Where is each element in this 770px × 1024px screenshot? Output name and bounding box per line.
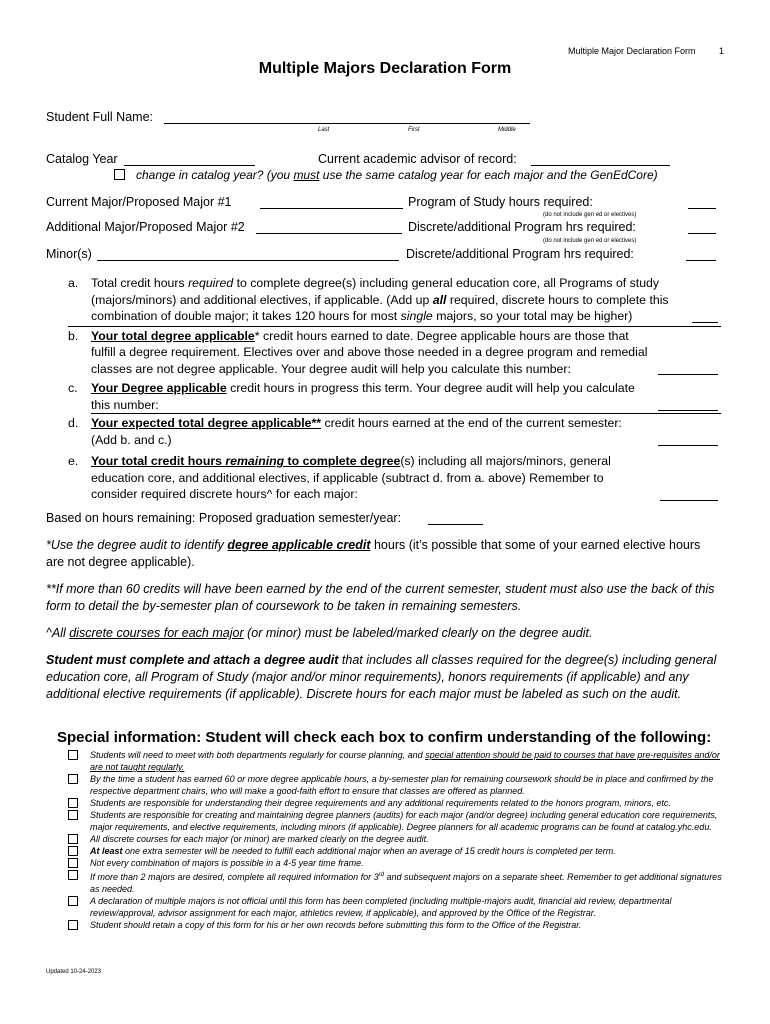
checklist-text: All discrete courses for each major (or minor) are marked clearly on the degree audit. bbox=[90, 834, 429, 844]
note1-text-2: hours (it’s possible that some of your earned elective hours are not degree applicable). bbox=[46, 538, 701, 569]
checklist-text: By the time a student has earned 60 or more degree applicable hours, a by-semester plan for remaining coursework should be in place and confirmed by the respective department chairs, who will make a good-faith effort to ensure that classes are offered as planned. bbox=[90, 774, 714, 796]
change-catalog-post: use the same catalog year for each major and the GenEdCore) bbox=[319, 168, 658, 182]
checklist-text: Students are responsible for understanding their degree requirements and any additional requirements related to the honors program, minors, etc. bbox=[90, 798, 671, 808]
list-d-answer-line[interactable] bbox=[658, 429, 718, 447]
checklist-item bbox=[68, 869, 728, 895]
discrete-hrs-line-1[interactable] bbox=[688, 233, 716, 234]
checklist-checkbox[interactable] bbox=[68, 846, 78, 856]
header-doc-name: Multiple Major Declaration Form bbox=[568, 46, 696, 56]
discrete-hrs-label-1: Discrete/additional Program hrs required: bbox=[408, 220, 636, 234]
checklist-superscript: rd bbox=[378, 872, 384, 878]
checklist-text: Student should retain a copy of this form for his or her own records before submitting this form to the Office of the Registrar. bbox=[90, 920, 582, 930]
page-title: Multiple Majors Declaration Form bbox=[258, 60, 512, 77]
list-a-text-3: required, discrete hours to complete this combination of double major; it takes 120 hours for most bbox=[91, 292, 669, 323]
list-c-text: credit hours in progress this term. Your degree audit will help you calculate this number: bbox=[91, 381, 635, 412]
checklist-checkbox[interactable] bbox=[68, 896, 78, 906]
list-letter: a. bbox=[68, 276, 79, 290]
checklist-checkbox[interactable] bbox=[68, 858, 78, 868]
catalog-year-line[interactable] bbox=[124, 165, 255, 166]
discrete-hrs-line-2[interactable] bbox=[686, 260, 716, 261]
student-name-line[interactable] bbox=[164, 123, 530, 124]
list-letter: b. bbox=[68, 328, 79, 343]
list-a-answer-line[interactable] bbox=[692, 305, 718, 323]
note4-bold: Student must complete and attach a degree audit bbox=[46, 653, 339, 667]
checklist-text-2: and subsequent majors on a separate sheet. Remember to get additional signatures as needed. bbox=[90, 872, 722, 894]
list-a-single: single bbox=[400, 309, 433, 323]
list-b-text: * credit hours earned to date. Degree applicable hours are those that fulfill a degree requirement. Electives over and above those needed in a degree program and remedial classes are not degree applicable. Your degree audit will help you calculate this number: bbox=[91, 328, 648, 376]
note1-emphasis: degree applicable credit bbox=[227, 538, 371, 552]
checklist-text: one extra semester will be needed to fulfill each additional major when an average of 15 credit hours is completed per term. bbox=[122, 846, 616, 856]
special-info-checklist bbox=[68, 749, 728, 931]
change-catalog-checkbox[interactable] bbox=[114, 169, 125, 180]
list-e-answer-line[interactable] bbox=[660, 483, 718, 501]
checklist-text: Not every combination of majors is possible in a 4-5 year time frame. bbox=[90, 858, 364, 868]
discrete-hrs-label-2: Discrete/additional Program hrs required: bbox=[406, 247, 634, 261]
catalog-year-label: Catalog Year bbox=[46, 152, 118, 166]
advisor-label: Current academic advisor of record: bbox=[318, 152, 517, 166]
program-hrs-label: Program of Study hours required: bbox=[408, 195, 593, 209]
major2-line[interactable] bbox=[256, 233, 402, 234]
checklist-item bbox=[68, 833, 728, 845]
note3-text-2: (or minor) must be labeled/marked clearly on the degree audit. bbox=[243, 626, 593, 640]
no-electives-note-2: (do not include gen ed or electives) bbox=[543, 238, 637, 244]
checklist-item bbox=[68, 919, 728, 931]
checklist-item bbox=[68, 895, 728, 919]
checklist-item bbox=[68, 797, 728, 809]
program-hrs-line[interactable] bbox=[688, 208, 716, 209]
list-e-remaining: remaining bbox=[225, 454, 285, 468]
calculation-list bbox=[68, 275, 718, 503]
student-name-label: Student Full Name: bbox=[46, 110, 153, 124]
major2-label: Additional Major/Proposed Major #2 bbox=[46, 220, 245, 234]
checklist-item bbox=[68, 845, 728, 857]
list-c-heading: Your Degree applicable bbox=[91, 381, 227, 395]
minor-label: Minor(s) bbox=[46, 247, 92, 261]
no-electives-note-1: (do not include gen ed or electives) bbox=[543, 212, 637, 218]
graduation-line[interactable] bbox=[428, 524, 483, 525]
list-a-all: all bbox=[432, 292, 447, 307]
list-a-text-4: majors, so your total may be higher) bbox=[432, 309, 633, 323]
list-item-e bbox=[68, 453, 718, 503]
note4-text: that includes all classes required for the degree(s) including general education core, all Program of Study (major and/or minor requirements), honors requirements (if applicable) and any additional elective requirements (if applicable). Discrete hours for each major must be labeled as such on the audit. bbox=[46, 653, 717, 701]
student-name-middle-caption: Middle bbox=[498, 127, 516, 133]
note3-text-1: ^All bbox=[46, 626, 70, 640]
list-letter: e. bbox=[68, 454, 79, 468]
page-number: 1 bbox=[719, 46, 725, 56]
student-name-first-caption: First bbox=[408, 127, 420, 133]
list-b-heading: Your total degree applicable bbox=[91, 328, 255, 343]
list-letter: c. bbox=[68, 381, 78, 395]
graduation-label: Based on hours remaining: Proposed graduation semester/year: bbox=[46, 511, 402, 525]
advisor-line[interactable] bbox=[531, 165, 670, 166]
list-letter: d. bbox=[68, 416, 79, 430]
list-e-heading-2: to complete degree bbox=[284, 454, 401, 468]
note3-underlined: discrete courses for each major bbox=[69, 626, 244, 640]
checklist-item bbox=[68, 857, 728, 869]
checklist-checkbox[interactable] bbox=[68, 870, 78, 880]
note-60-credits: **If more than 60 credits will have been earned by the end of the current semester, student must also use the back of this form to detail the by-semester plan of coursework to be taken in remaining semesters. bbox=[46, 582, 715, 613]
major1-line[interactable] bbox=[260, 208, 403, 209]
checklist-text-underlined: special attention should be paid to courses that have pre-requisites and/or are not taught regularly. bbox=[90, 750, 720, 772]
change-catalog-text bbox=[136, 168, 658, 182]
major1-label: Current Major/Proposed Major #1 bbox=[46, 195, 232, 209]
student-name-last-caption: Last bbox=[318, 127, 330, 133]
checklist-text: If more than 2 majors are desired, complete all required information for 3 bbox=[90, 872, 379, 882]
checklist-checkbox[interactable] bbox=[68, 810, 78, 820]
checklist-checkbox[interactable] bbox=[68, 834, 78, 844]
updated-date: Updated 10-24-2023 bbox=[46, 969, 102, 975]
checklist-item bbox=[68, 809, 728, 833]
list-e-heading-1: Your total credit hours bbox=[91, 454, 226, 468]
list-d-text: credit hours earned at the end of the current semester: (Add b. and c.) bbox=[91, 416, 622, 447]
checklist-text-bold: At least bbox=[90, 846, 123, 856]
checklist-text: A declaration of multiple majors is not official until this form has been completed (including multiple-majors audit, financial aid review, departmental review/approval, advisor assignment for each major, athletics review, if applicable), and approved by the Office of the Registrar. bbox=[90, 896, 672, 918]
checklist-checkbox[interactable] bbox=[68, 750, 78, 760]
checklist-item bbox=[68, 773, 728, 797]
list-d-heading: Your expected total degree applicable** bbox=[91, 416, 322, 430]
list-c-answer-line[interactable] bbox=[658, 394, 718, 412]
checklist-item bbox=[68, 749, 728, 773]
checklist-text: Students will need to meet with both departments regularly for course planning, and bbox=[90, 750, 426, 760]
list-a-required: required bbox=[188, 276, 234, 290]
list-item-b bbox=[68, 328, 718, 378]
list-item-a bbox=[68, 275, 718, 325]
list-item-d bbox=[68, 415, 718, 448]
list-a-text-2: to complete degree(s) including general education core, all Programs of study (majors/minors) and additional electives, if applicable. (Add up bbox=[91, 276, 660, 307]
checklist-checkbox[interactable] bbox=[68, 798, 78, 808]
change-catalog-must: must bbox=[293, 168, 320, 182]
minor-line[interactable] bbox=[97, 260, 399, 261]
checklist-checkbox[interactable] bbox=[68, 920, 78, 930]
note-discrete-courses bbox=[46, 625, 726, 642]
list-a-text-1: Total credit hours bbox=[91, 276, 189, 290]
list-e-text: (s) including all majors/minors, general education core, and additional electives, if applicable (subtract d. from a. above) Remember to consider required discrete hours^ for each major: bbox=[91, 454, 611, 501]
note1-text-1: *Use the degree audit to identify bbox=[46, 538, 228, 552]
list-item-c bbox=[68, 380, 718, 413]
checklist-text: Students are responsible for creating and maintaining degree planners (audits) for each major (and/or degree) including general education core requirements, major requirements, and elective requirements, including minors (if applicable). Degree planners for all academic programs can be found at catalog.yhc.edu. bbox=[90, 810, 718, 832]
checklist-checkbox[interactable] bbox=[68, 774, 78, 784]
note-degree-audit bbox=[46, 537, 716, 571]
special-info-heading: Special information: Student will check each box to confirm understanding of the following: bbox=[57, 729, 712, 746]
change-catalog-pre: change in catalog year? (you bbox=[136, 168, 294, 182]
list-b-answer-line[interactable] bbox=[658, 358, 718, 376]
note-attach-audit bbox=[46, 652, 726, 703]
